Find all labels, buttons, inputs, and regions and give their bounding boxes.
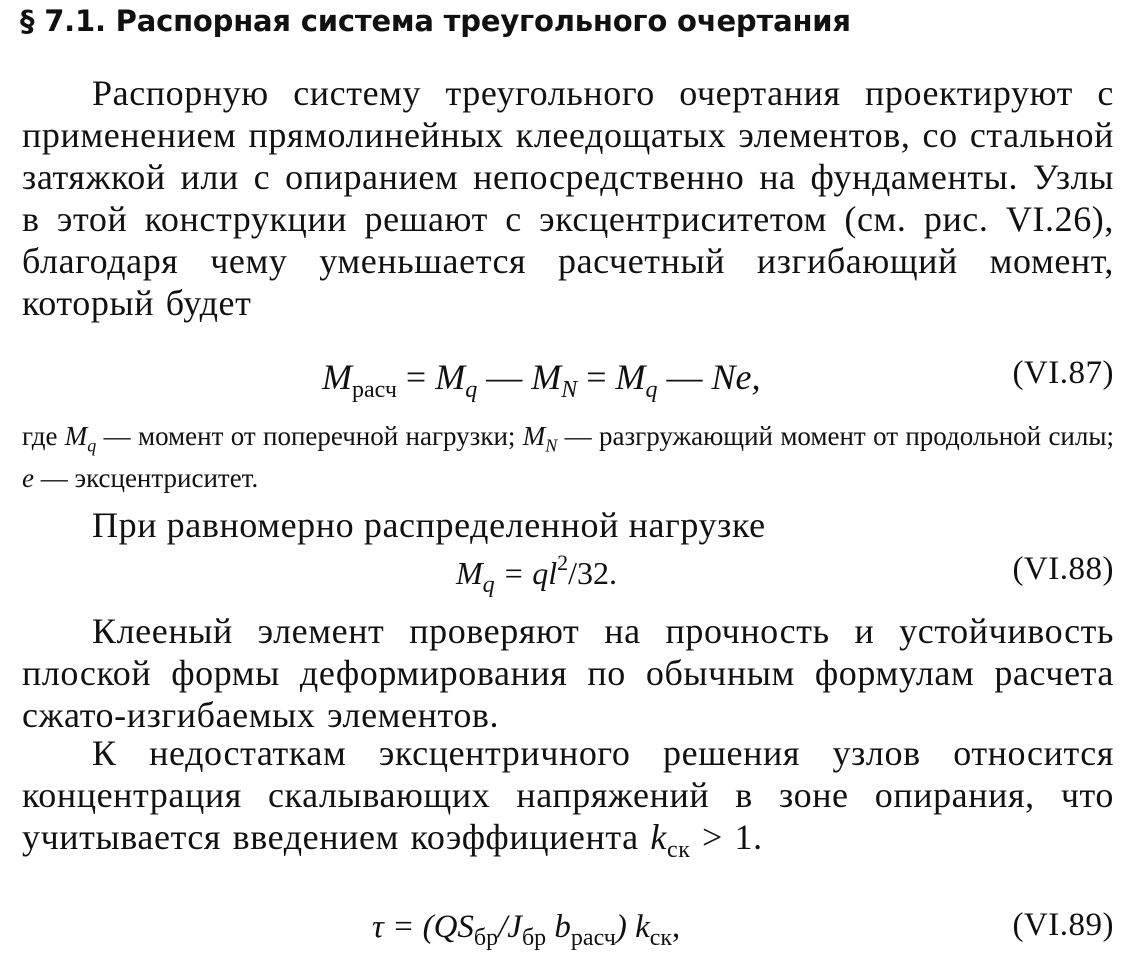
coef-subscript: ск <box>666 837 691 864</box>
eq-subscript: q <box>465 377 478 403</box>
eq-operator: — <box>477 357 532 397</box>
eq-symbol: = ql <box>494 555 558 591</box>
eq-subscript: ск <box>649 925 673 951</box>
eq-subscript: бр <box>521 925 547 951</box>
eq-symbol: M <box>456 555 483 591</box>
eq-operator: — <box>657 357 712 397</box>
note-symbol: M <box>64 421 88 451</box>
eq-operator: = <box>396 357 436 397</box>
equation-vi-88 <box>456 550 618 598</box>
note-text: — момент от поперечной нагрузки; <box>96 421 523 451</box>
eq-symbol: b <box>546 909 571 945</box>
note-symbol: e <box>22 463 34 494</box>
eq-operator: = <box>577 357 616 397</box>
equation-number-vi-87: (VI.87) <box>1012 355 1114 391</box>
equation-number-vi-89: (VI.89) <box>1012 907 1114 943</box>
equation-vi-87 <box>322 356 761 403</box>
eq-subscript: N <box>561 377 578 403</box>
note-text: — разгружающий момент от продольной силы; <box>557 421 1114 451</box>
eq-symbol: = (QS <box>383 909 474 945</box>
equation-number-vi-88: (VI.88) <box>1012 551 1114 587</box>
equation-note <box>22 420 1114 495</box>
paragraph-drawbacks <box>22 732 1114 871</box>
eq-symbol: M <box>615 357 646 397</box>
eq-symbol: M <box>435 357 466 397</box>
eq-symbol: /J <box>498 909 522 945</box>
note-subscript: N <box>545 435 558 456</box>
lead-text: При равномерно распределенной нагрузке <box>92 505 766 545</box>
note-text: где <box>22 421 65 451</box>
note-text: — эксцентриситет. <box>33 463 259 494</box>
note-subscript: q <box>87 435 97 456</box>
eq-subscript: бр <box>473 925 499 951</box>
coef-symbol: k <box>650 817 667 857</box>
eq-symbol: M <box>531 357 562 397</box>
eq-symbol: M <box>322 357 352 397</box>
note-symbol: M <box>522 421 546 451</box>
eq-subscript: расч <box>570 925 616 951</box>
section-heading: § 7.1. Распорная система треугольного очертания <box>20 4 851 38</box>
eq-subscript: расч <box>352 377 397 403</box>
eq-operator: , <box>672 909 681 945</box>
eq-symbol: Ne, <box>711 357 761 397</box>
eq-symbol: ) k <box>615 909 650 945</box>
paragraph-text: К недостаткам эксцентричного решения узлов относится концентрация скалывающих напряжений в зоне опирания, что учитывается введением коэффициента <box>22 733 1114 857</box>
eq-subscript: q <box>645 377 658 403</box>
paragraph-text: > 1. <box>690 817 763 857</box>
eq-symbol: τ <box>372 909 384 945</box>
eq-operator: /32. <box>568 555 618 591</box>
paragraph-check: Клееный элемент проверяют на прочность и устойчивость плоской формы деформирования по обычным формулам расчета сжато-изгибаемых элементов. <box>22 611 1114 735</box>
paragraph-intro: Распорную систему треугольного очертания проектируют с применением прямолинейных клеедощатых элементов, со стальной затяжкой или с опиранием непосредственно на фундаменты. Узлы в этой конструкции решают с эксцентриситетом (см. рис. VI.26), благодаря чему уменьшается расчетный изгибающий момент, который будет <box>22 73 1114 323</box>
eq-subscript: q <box>482 572 495 598</box>
eq-superscript: 2 <box>557 550 569 575</box>
equation-vi-89 <box>372 906 681 951</box>
